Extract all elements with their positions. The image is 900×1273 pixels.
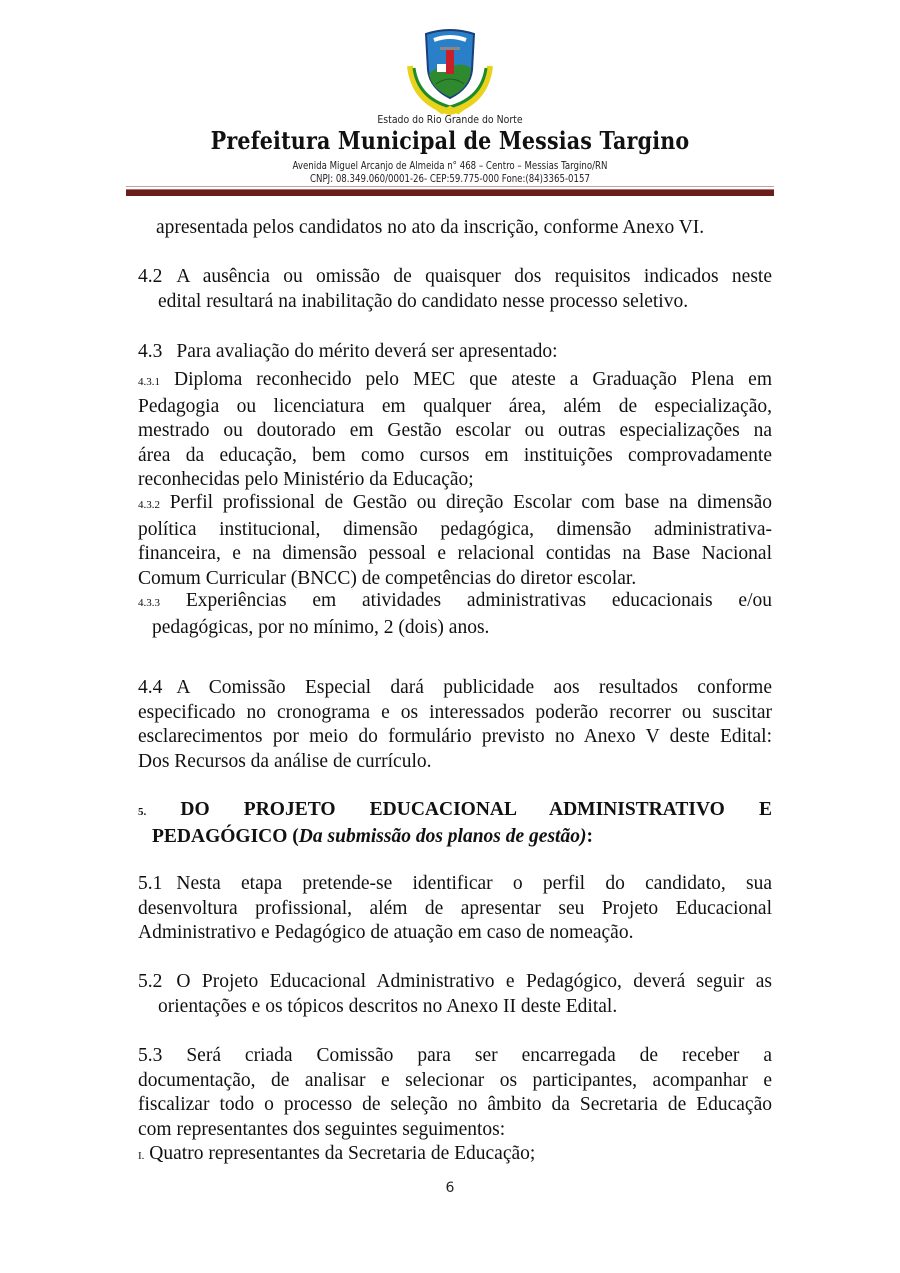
item-number: 5.1 — [138, 873, 163, 894]
page-number: 6 — [445, 1180, 455, 1196]
item-number: 4.3 — [138, 341, 163, 362]
coat-of-arms-logo-icon — [404, 26, 496, 116]
paragraph-4-4: 4.4 A Comissão Especial dará publicidade aos resultados conforme especificado no cronograma e os interessados poderão recorrer ou suscitar esclarecimentos por meio do formulário previsto no Anexo V deste Edital: Dos Recursos da análise de currículo. — [138, 677, 772, 772]
item-number: 5.2 — [138, 971, 163, 992]
header-state: Estado do Rio Grande do Norte — [377, 113, 523, 126]
section-number: 5. — [138, 806, 147, 818]
header-rule-thin — [126, 186, 774, 187]
paragraph-4-3-1: 4.3.1 Diploma reconhecido pelo MEC que ateste a Graduação Plena em Pedagogia ou licenciatura em qualquer área, além de especialização, mestrado ou doutorado em Gestão escolar ou outras especializações na área da educação, bem como cursos em instituições comprovadamente reconhecidas pelo Ministério da Educação; — [138, 369, 772, 490]
header-address: Avenida Miguel Arcanjo de Almeida n° 468 – Centro – Messias Targino/RN — [292, 160, 608, 172]
list-item-i: I. Quatro representantes da Secretaria de Educação; — [138, 1143, 536, 1164]
header-rule — [126, 189, 774, 196]
item-number: 4.3.2 — [138, 499, 160, 511]
item-number: 4.2 — [138, 266, 163, 287]
paragraph-4-3-2: 4.3.2 Perfil profissional de Gestão ou direção Escolar com base na dimensão política institucional, dimensão pedagógica, dimensão administrativa- financeira, e na dimensão pessoal e relacional contidas na Base Nacional Comum Curricular (BNCC) de competências do diretor escolar. — [138, 492, 772, 589]
header-title: Prefeitura Municipal de Messias Targino — [210, 126, 690, 155]
paragraph-4-3-3: 4.3.3 Experiências em atividades administrativas educacionais e/ou pedagógicas, por no mínimo, 2 (dois) anos. — [138, 590, 773, 638]
paragraph-4-3: 4.3 Para avaliação do mérito deverá ser apresentado: — [138, 341, 558, 362]
paragraph-continuation: apresentada pelos candidatos no ato da inscrição, conforme Anexo VI. — [156, 217, 705, 238]
item-number: 4.3.1 — [138, 376, 160, 388]
paragraph-4-2: 4.2 A ausência ou omissão de quaisquer dos requisitos indicados neste edital resultará na inabilitação do candidato nesse processo seletivo. — [138, 266, 772, 312]
header-contact: CNPJ: 08.349.060/0001-26- CEP:59.775-000 Fone:(84)3365-0157 — [310, 173, 590, 185]
item-number: 5.3 — [138, 1045, 163, 1066]
paragraph-5-2: 5.2 O Projeto Educacional Administrativo e Pedagógico, deverá seguir as orientações e os tópicos descritos no Anexo II deste Edital. — [138, 971, 772, 1017]
paragraph-5-1: 5.1 Nesta etapa pretende-se identificar o perfil do candidato, sua desenvoltura profissional, além de apresentar seu Projeto Educacional Administrativo e Pedagógico de atuação em caso de nomeação. — [138, 873, 772, 943]
paragraph-5-3: 5.3 Será criada Comissão para ser encarregada de receber a documentação, de analisar e selecionar os participantes, acompanhar e fiscalizar todo o processo de seleção no âmbito da Secretaria de Educação com representantes dos seguintes seguimentos: — [138, 1045, 773, 1140]
section-5-heading: 5. DO PROJETO EDUCACIONAL ADMINISTRATIVO E PEDAGÓGICO (Da submissão dos planos de gestão): — [138, 799, 772, 847]
item-number: I. — [138, 1150, 145, 1162]
item-number: 4.3.3 — [138, 597, 160, 609]
item-number: 4.4 — [138, 677, 163, 698]
